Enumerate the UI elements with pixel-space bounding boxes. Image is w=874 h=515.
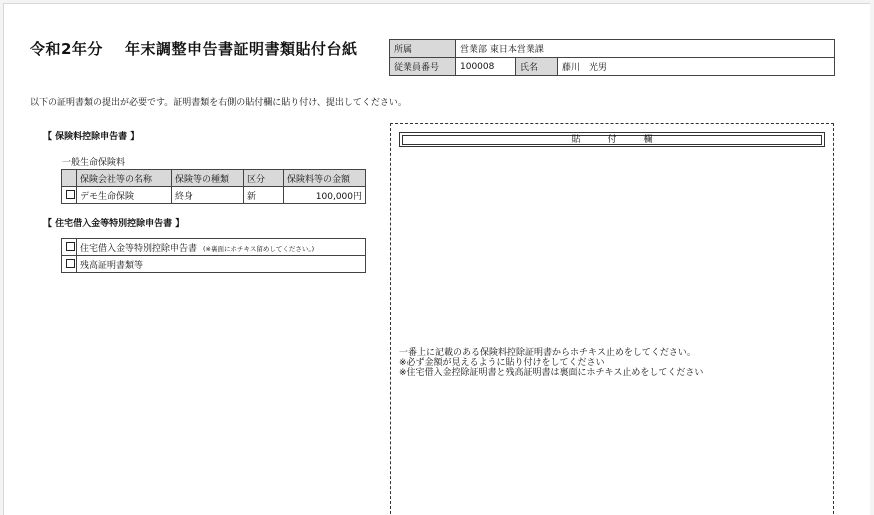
title-main: 年末調整申告書証明書類貼付台紙 [124,40,358,58]
insurance-section-heading: 【 保険料控除申告書 】 [43,132,140,142]
loan-section-heading: 【 住宅借入金等特別控除申告書 】 [43,219,185,229]
checkbox-column-header [62,170,77,187]
column-header: 保険料等の金額 [284,170,366,187]
loan-item-cell [77,256,366,273]
title-year: 令和2年分 [30,40,103,58]
amount-cell: 100,000円 [284,187,366,204]
checkbox[interactable] [66,242,75,251]
dept-label: 所属 [390,40,456,58]
table-row [62,187,366,204]
paste-area [390,123,834,514]
paste-area-title-box [399,132,825,147]
paste-area-title: 貼 付 欄 [402,135,822,145]
list-item [62,239,366,256]
checkbox-cell [62,256,77,273]
paste-instructions [399,348,703,378]
column-header: 区分 [244,170,284,187]
dept-value: 営業部 東日本営業課 [456,40,835,58]
employee-info-table [389,39,835,76]
insurance-table [61,169,366,204]
insurance-table-header [62,170,366,187]
checkbox-cell [62,239,77,256]
insurance-subheading: 一般生命保険料 [62,158,126,168]
employee-name-value: 藤川 光男 [558,58,835,76]
paste-note-line: ※必ず金額が見えるように貼り付けをしてください [399,358,605,368]
list-item [62,256,366,273]
employee-id-label: 従業員番号 [390,58,456,76]
paste-note-line: ※住宅借入金控除証明書と残高証明書は裏面にホチキス止めをしてください [399,368,704,378]
company-cell: デモ生命保険 [77,187,172,204]
checkbox[interactable] [66,190,75,199]
column-header: 保険会社等の名称 [77,170,172,187]
employee-id-value: 100008 [456,58,516,76]
type-cell: 終身 [172,187,244,204]
instruction-text: 以下の証明書類の提出が必要です。証明書類を右側の貼付欄に貼り付け、提出してください。 [30,98,407,108]
column-header: 保険等の種類 [172,170,244,187]
loan-item-cell [77,239,366,256]
paste-note-line: 一番上に記載のある保険料控除証明書からホチキス止めをしてください。 [399,348,696,358]
loan-table [61,238,366,273]
loan-item-note: (※裏面にホチキス留めしてください。) [203,244,315,253]
checkbox[interactable] [66,259,75,268]
loan-item-label: 住宅借入金等特別控除申告書 [80,243,198,254]
checkbox-cell [62,187,77,204]
employee-name-label: 氏名 [516,58,558,76]
loan-item-label: 残高証明書類等 [80,260,144,271]
page-title [30,38,357,59]
category-cell: 新 [244,187,284,204]
